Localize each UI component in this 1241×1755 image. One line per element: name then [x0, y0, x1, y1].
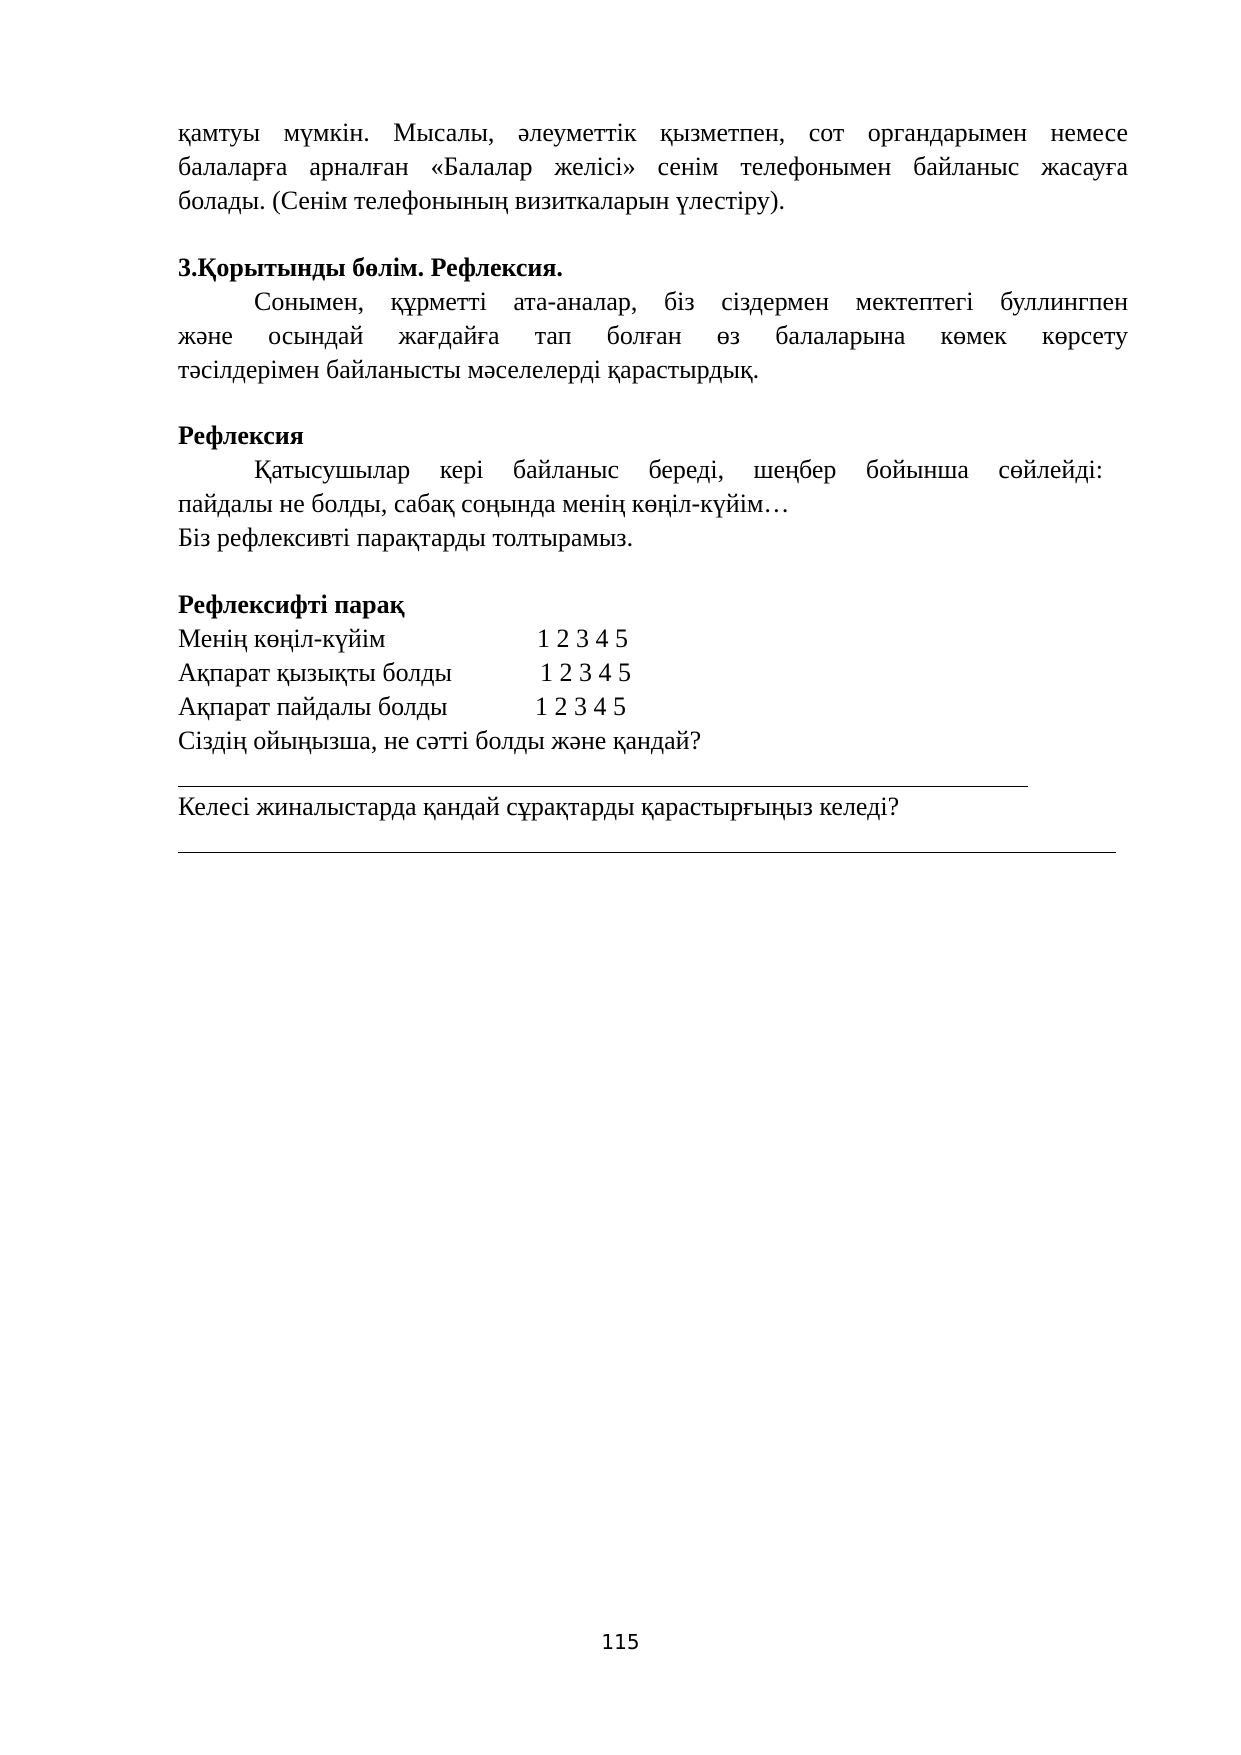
reflection-line-2: пайдалы не болды, сабақ соңында менің көңіл-күйім…	[178, 489, 790, 518]
sheet-row-scale-interesting: 1 2 3 4 5	[540, 658, 631, 687]
answer-line-1	[178, 786, 1028, 787]
page-number: 115	[601, 1630, 640, 1654]
section3-heading: 3.Қорытынды бөлім. Рефлексия.	[178, 253, 563, 282]
sheet-row-label-useful: Ақпарат пайдалы болды	[178, 692, 448, 721]
sheet-row-scale-useful: 1 2 3 4 5	[535, 692, 626, 721]
intro-line-2: балаларға арналған «Балалар желісі» сенім телефонымен байланыс жасауға	[178, 152, 1128, 181]
section3-line-2: және осындай жағдайға тап болған өз балаларына көмек көрсету	[178, 321, 1128, 350]
sheet-question-2: Келесі жиналыстарда қандай сұрақтарды қарастырғыңыз келеді?	[178, 792, 900, 821]
sheet-question-1: Сіздің ойыңызша, не сәтті болды және қандай?	[178, 726, 702, 755]
reflection-heading: Рефлексия	[178, 421, 304, 450]
sheet-heading: Рефлексифті парақ	[178, 590, 405, 619]
answer-line-2	[178, 852, 1116, 853]
section3-line-3: тәсілдерімен байланысты мәселелерді қарастырдық.	[178, 355, 760, 384]
sheet-row-label-mood: Менің көңіл-күйім	[178, 624, 386, 653]
reflection-line-1: Қатысушылар кері байланыс береді, шеңбер бойынша сөйлейді:	[254, 455, 1103, 484]
sheet-row-scale-mood: 1 2 3 4 5	[537, 624, 628, 653]
section3-line-1: Сонымен, құрметті ата-аналар, біз сіздермен мектептегі буллингпен	[254, 287, 1128, 316]
sheet-row-label-interesting: Ақпарат қызықты болды	[178, 658, 452, 687]
intro-line-1: қамтуы мүмкін. Мысалы, әлеуметтік қызметпен, сот органдарымен немесе	[178, 118, 1128, 147]
reflection-line-3: Біз рефлексивті парақтарды толтырамыз.	[178, 523, 634, 552]
intro-line-3: болады. (Сенім телефонының визиткаларын үлестіру).	[178, 186, 786, 215]
